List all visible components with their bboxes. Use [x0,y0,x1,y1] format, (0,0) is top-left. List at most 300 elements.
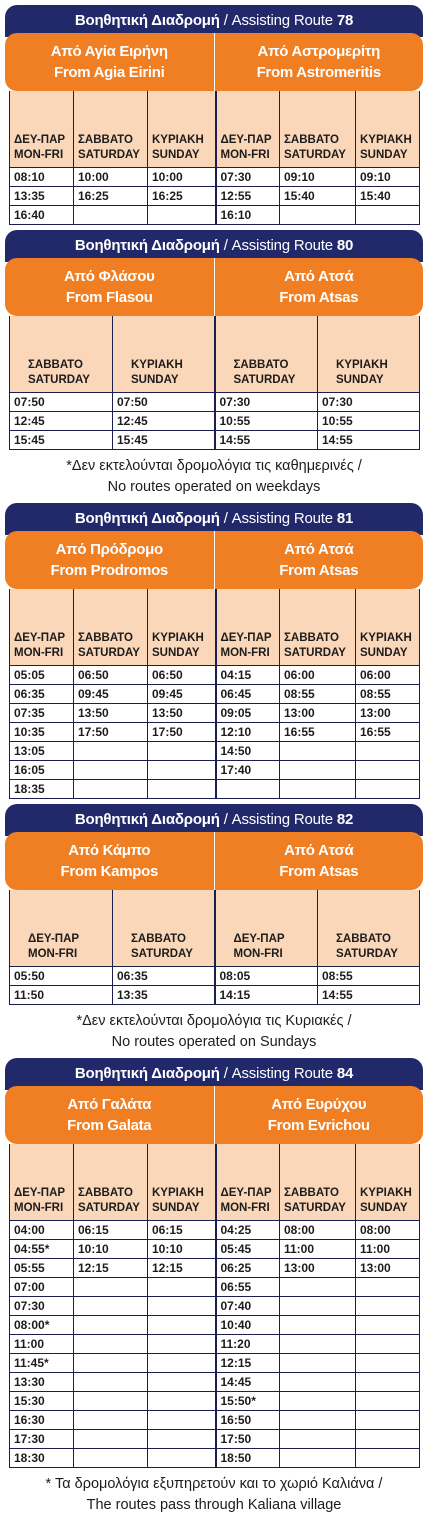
table-row [10,723,420,742]
day-label-gr: ΣΑΒΒΑΤΟ [284,1187,339,1199]
departure-time [148,1411,216,1430]
table-row [10,761,420,780]
departure-time: 16:25 [148,187,216,206]
departure-time [148,742,216,761]
title-separator: / [219,12,232,29]
day-label-gr: ΚΥΡΙΑΚΗ [152,1187,204,1199]
day-label-gr: ΣΑΒΒΑΤΟ [233,359,289,371]
departure-time: 09:10 [280,168,356,187]
departure-time: 10:55 [318,412,420,431]
note-line: No routes operated on Sundays [111,1034,317,1050]
departure-time: 04:55* [10,1240,74,1259]
header-spacer-cell [280,1144,356,1182]
route-block [5,230,423,498]
note-line: No routes operated on weekdays [107,479,321,495]
route-note [5,1011,423,1053]
departure-time [148,1449,216,1468]
schedule-table [9,1144,420,1468]
departure-time: 17:30 [10,1430,74,1449]
header-spacer-cell [10,589,74,627]
departure-time: 16:05 [10,761,74,780]
day-label-en: SUNDAY [152,149,200,161]
note-line: *Δεν εκτελούνται δρομολόγια τις Κυριακές / [76,1013,352,1029]
departure-time: 12:10 [216,723,280,742]
day-label-gr: ΔΕΥ-ΠΑΡ [233,933,285,945]
header-spacer-cell [148,1144,216,1182]
day-header [10,129,74,168]
departure-time [356,742,420,761]
departure-time: 11:20 [216,1335,280,1354]
departure-time: 18:50 [216,1449,280,1468]
header-row [10,1182,420,1221]
day-label-en: SUNDAY [360,647,408,659]
route-block [5,503,423,799]
origin-name-gr: Από Φλάσου [64,268,155,285]
origin-name-en: From Astromeritis [256,64,381,81]
schedule-header [10,316,420,393]
day-label-en: SATURDAY [28,374,90,386]
origin-heading [214,258,424,316]
header-spacer [10,890,420,928]
table-row [10,393,420,412]
route-title-gr: Βοηθητική Διαδρομή [74,811,220,828]
departure-time: 13:00 [356,1259,420,1278]
table-row [10,1278,420,1297]
departure-time [74,1430,148,1449]
table-row [10,666,420,685]
departure-time: 06:35 [113,967,215,986]
route-block [5,5,423,225]
departure-time: 17:40 [216,761,280,780]
departure-time: 10:00 [74,168,148,187]
origin-name-en: From Flasou [65,289,153,306]
header-spacer-cell [10,91,74,129]
day-label-en: SUNDAY [152,1202,200,1214]
header-spacer-cell [113,890,215,928]
departure-time: 08:00 [280,1221,356,1240]
origin-name-en: From Agia Eirini [54,64,165,81]
departure-time: 13:30 [10,1373,74,1392]
table-row [10,704,420,723]
departure-time: 06:00 [280,666,356,685]
departure-time: 11:00 [356,1240,420,1259]
origin-heading [5,33,214,91]
departure-time: 07:50 [10,393,113,412]
day-header [148,1182,216,1221]
departure-time: 04:25 [216,1221,280,1240]
header-spacer-cell [280,589,356,627]
day-label-gr: ΣΑΒΒΑΤΟ [28,359,83,371]
day-label-en: MON-FRI [28,948,78,960]
day-label-gr: ΔΕΥ-ΠΑΡ [220,632,272,644]
departure-time [148,780,216,799]
departure-time: 13:00 [280,1259,356,1278]
departure-time: 15:40 [356,187,420,206]
header-spacer-cell [113,316,215,354]
day-header [10,627,74,666]
day-label-en: SATURDAY [131,948,193,960]
day-label-gr: ΔΕΥ-ΠΑΡ [220,1187,272,1199]
departure-time: 15:30 [10,1392,74,1411]
departure-time [74,1373,148,1392]
day-label-en: SUNDAY [360,1202,408,1214]
departure-time: 10:35 [10,723,74,742]
route-title-gr: Βοηθητική Διαδρομή [74,12,220,29]
origin-name-en: From Atsas [279,562,359,579]
schedule-header [10,1144,420,1221]
departure-time: 15:45 [10,431,113,450]
departure-time [148,1278,216,1297]
departure-time [280,1354,356,1373]
table-row [10,168,420,187]
origin-name-en: From Prodromos [50,562,168,579]
departure-time: 06:35 [10,685,74,704]
header-row [10,129,420,168]
route-origins [5,33,423,91]
departure-time [148,1316,216,1335]
day-label-en: SATURDAY [78,149,140,161]
schedule-body [10,1221,420,1468]
origin-heading [5,832,214,890]
departure-time: 07:50 [113,393,215,412]
route-block [5,804,423,1053]
day-label-en: SATURDAY [233,374,296,386]
header-spacer-cell [10,316,113,354]
departure-time: 14:55 [318,431,420,450]
departure-time [280,761,356,780]
title-separator: / [219,811,232,828]
table-row [10,1240,420,1259]
day-label-en: SATURDAY [284,1202,346,1214]
departure-time [148,1373,216,1392]
title-separator: / [219,1065,232,1082]
departure-time: 12:15 [74,1259,148,1278]
departure-time [356,1430,420,1449]
route-title-en: Assisting Route [231,811,333,828]
origin-heading [214,33,424,91]
departure-time: 16:50 [216,1411,280,1430]
departure-time: 14:50 [216,742,280,761]
departure-time: 10:55 [215,412,318,431]
day-header [216,1182,280,1221]
day-header [318,354,420,393]
route-number: 84 [336,1065,354,1082]
table-row [10,780,420,799]
schedule-body [10,168,420,225]
departure-time: 07:30 [215,393,318,412]
day-header [280,1182,356,1221]
departure-time: 13:50 [74,704,148,723]
departure-time [280,1373,356,1392]
departure-time: 13:00 [356,704,420,723]
timetable-page [0,5,428,1516]
departure-time [74,761,148,780]
origin-name-gr: Από Αστρομερίτη [257,43,380,60]
table-row [10,1430,420,1449]
day-label-gr: ΣΑΒΒΑΤΟ [78,632,133,644]
schedule-header [10,589,420,666]
header-spacer-cell [74,91,148,129]
schedule-header [10,91,420,168]
day-label-gr: ΔΕΥ-ΠΑΡ [14,632,66,644]
table-row [10,967,420,986]
departure-time: 12:15 [216,1354,280,1373]
departure-time: 13:00 [280,704,356,723]
day-header [74,129,148,168]
departure-time: 14:45 [216,1373,280,1392]
day-header [215,354,318,393]
schedule-body [10,393,420,450]
route-title-en: Assisting Route [231,1065,333,1082]
header-spacer [10,91,420,129]
day-label-gr: ΚΥΡΙΑΚΗ [360,134,412,146]
header-spacer-cell [10,890,113,928]
departure-time: 13:05 [10,742,74,761]
day-label-gr: ΣΑΒΒΑΤΟ [284,134,339,146]
day-label-en: SUNDAY [131,374,179,386]
header-spacer-cell [216,1144,280,1182]
header-spacer-cell [356,589,420,627]
departure-time: 14:55 [215,431,318,450]
departure-time: 13:50 [148,704,216,723]
day-label-en: SATURDAY [284,647,346,659]
day-header [318,928,420,967]
day-label-gr: ΚΥΡΙΑΚΗ [131,359,183,371]
schedule-body [10,666,420,799]
departure-time [280,1411,356,1430]
departure-time: 16:55 [356,723,420,742]
departure-time [74,1278,148,1297]
day-label-gr: ΣΑΒΒΑΤΟ [78,1187,133,1199]
header-row [10,354,420,393]
route-title-en: Assisting Route [231,510,333,527]
departure-time: 14:55 [318,986,420,1005]
departure-time [356,1278,420,1297]
table-row [10,1373,420,1392]
departure-time [356,761,420,780]
route-origins [5,832,423,890]
departure-time: 18:30 [10,1449,74,1468]
origin-heading [214,531,424,589]
route-number: 80 [336,237,354,254]
departure-time: 04:00 [10,1221,74,1240]
departure-time [148,761,216,780]
departure-time [74,1354,148,1373]
departure-time [280,1392,356,1411]
departure-time: 15:40 [280,187,356,206]
departure-time: 07:30 [216,168,280,187]
schedule-table [9,91,420,225]
departure-time: 16:25 [74,187,148,206]
origin-name-gr: Από Ατσά [284,268,354,285]
departure-time [74,1411,148,1430]
route-origins [5,531,423,589]
departure-time: 11:00 [280,1240,356,1259]
day-label-gr: ΔΕΥ-ΠΑΡ [14,1187,66,1199]
departure-time [356,206,420,225]
header-spacer-cell [216,589,280,627]
header-spacer-cell [74,589,148,627]
departure-time: 13:35 [113,986,215,1005]
origin-name-gr: Από Ατσά [284,541,354,558]
departure-time: 07:40 [216,1297,280,1316]
day-label-gr: ΚΥΡΙΑΚΗ [336,359,388,371]
departure-time: 06:50 [74,666,148,685]
departure-time [280,206,356,225]
day-label-gr: ΔΕΥ-ΠΑΡ [28,933,80,945]
departure-time: 06:15 [148,1221,216,1240]
table-row [10,1354,420,1373]
day-label-gr: ΚΥΡΙΑΚΗ [360,1187,412,1199]
departure-time: 13:35 [10,187,74,206]
departure-time [148,1335,216,1354]
origin-name-en: From Galata [67,1117,152,1134]
day-label-en: SATURDAY [78,1202,140,1214]
departure-time [74,1449,148,1468]
title-separator: / [219,237,232,254]
departure-time: 11:00 [10,1335,74,1354]
origin-name-gr: Από Πρόδρομο [55,541,163,558]
schedule-table [9,316,420,450]
day-label-gr: ΚΥΡΙΑΚΗ [152,632,204,644]
departure-time: 08:10 [10,168,74,187]
header-spacer-cell [280,91,356,129]
day-label-en: SUNDAY [336,374,384,386]
table-row [10,1221,420,1240]
departure-time [356,1411,420,1430]
departure-time: 17:50 [148,723,216,742]
origin-name-en: From Kampos [60,863,159,880]
header-spacer-cell [148,91,216,129]
departure-time [280,1297,356,1316]
departure-time [74,1297,148,1316]
origin-name-gr: Από Ευρύχου [271,1096,367,1113]
departure-time [356,1449,420,1468]
day-header [113,354,215,393]
header-row [10,928,420,967]
note-line: The routes pass through Kaliana village [86,1497,342,1513]
departure-time: 06:45 [216,685,280,704]
departure-time: 12:15 [148,1259,216,1278]
departure-time [74,1335,148,1354]
origin-name-en: From Atsas [279,863,359,880]
day-label-gr: ΚΥΡΙΑΚΗ [152,134,204,146]
day-header [215,928,318,967]
table-row [10,1259,420,1278]
day-header [10,1182,74,1221]
day-header [74,1182,148,1221]
route-title-gr: Βοηθητική Διαδρομή [74,510,220,527]
departure-time [148,206,216,225]
header-spacer [10,589,420,627]
departure-time: 05:45 [216,1240,280,1259]
origin-name-en: From Atsas [279,289,359,306]
origin-heading [5,1086,214,1144]
departure-time: 07:35 [10,704,74,723]
day-header [148,627,216,666]
departure-time: 10:00 [148,168,216,187]
departure-time: 07:00 [10,1278,74,1297]
departure-time [280,1278,356,1297]
departure-time: 06:50 [148,666,216,685]
departure-time: 15:45 [113,431,215,450]
day-label-en: MON-FRI [14,1202,64,1214]
schedule-table [9,890,420,1005]
departure-time: 14:15 [215,986,318,1005]
route-number: 78 [336,12,354,29]
route-note [5,1474,423,1516]
departure-time: 09:45 [148,685,216,704]
origin-heading [5,258,214,316]
departure-time: 05:05 [10,666,74,685]
day-header [113,928,215,967]
departure-time: 09:05 [216,704,280,723]
departure-time [280,1449,356,1468]
day-header [216,129,280,168]
header-spacer-cell [215,890,318,928]
departure-time: 16:40 [10,206,74,225]
route-block [5,1058,423,1516]
departure-time: 05:50 [10,967,113,986]
departure-time [74,1392,148,1411]
departure-time: 06:25 [216,1259,280,1278]
departure-time: 07:30 [10,1297,74,1316]
day-header [280,627,356,666]
table-row [10,412,420,431]
table-row [10,1392,420,1411]
departure-time: 05:55 [10,1259,74,1278]
departure-time: 08:55 [318,967,420,986]
day-header [216,627,280,666]
origin-name-gr: Από Αγία Ειρήνη [50,43,168,60]
day-label-en: SUNDAY [152,647,200,659]
departure-time: 16:10 [216,206,280,225]
header-spacer-cell [318,316,420,354]
day-header [10,354,113,393]
day-header [148,129,216,168]
table-row [10,1411,420,1430]
departure-time: 06:55 [216,1278,280,1297]
day-label-gr: ΚΥΡΙΑΚΗ [360,632,412,644]
departure-time: 12:55 [216,187,280,206]
schedule-body [10,967,420,1005]
day-label-gr: ΣΑΒΒΑΤΟ [131,933,186,945]
day-label-en: MON-FRI [220,647,270,659]
header-spacer-cell [148,589,216,627]
departure-time [356,780,420,799]
route-origins [5,1086,423,1144]
day-header [280,129,356,168]
day-header [356,1182,420,1221]
table-row [10,742,420,761]
table-row [10,431,420,450]
day-header [356,129,420,168]
day-label-gr: ΔΕΥ-ΠΑΡ [220,134,272,146]
table-row [10,1316,420,1335]
departure-time [356,1373,420,1392]
table-row [10,986,420,1005]
route-number: 82 [336,811,354,828]
departure-time: 16:55 [280,723,356,742]
note-line: *Δεν εκτελούνται δρομολόγια τις καθημερινές / [66,458,362,474]
departure-time: 08:55 [280,685,356,704]
departure-time: 10:10 [74,1240,148,1259]
departure-time: 10:40 [216,1316,280,1335]
origin-heading [214,832,424,890]
route-title-en: Assisting Route [231,12,333,29]
departure-time: 08:00 [356,1221,420,1240]
departure-time [148,1354,216,1373]
